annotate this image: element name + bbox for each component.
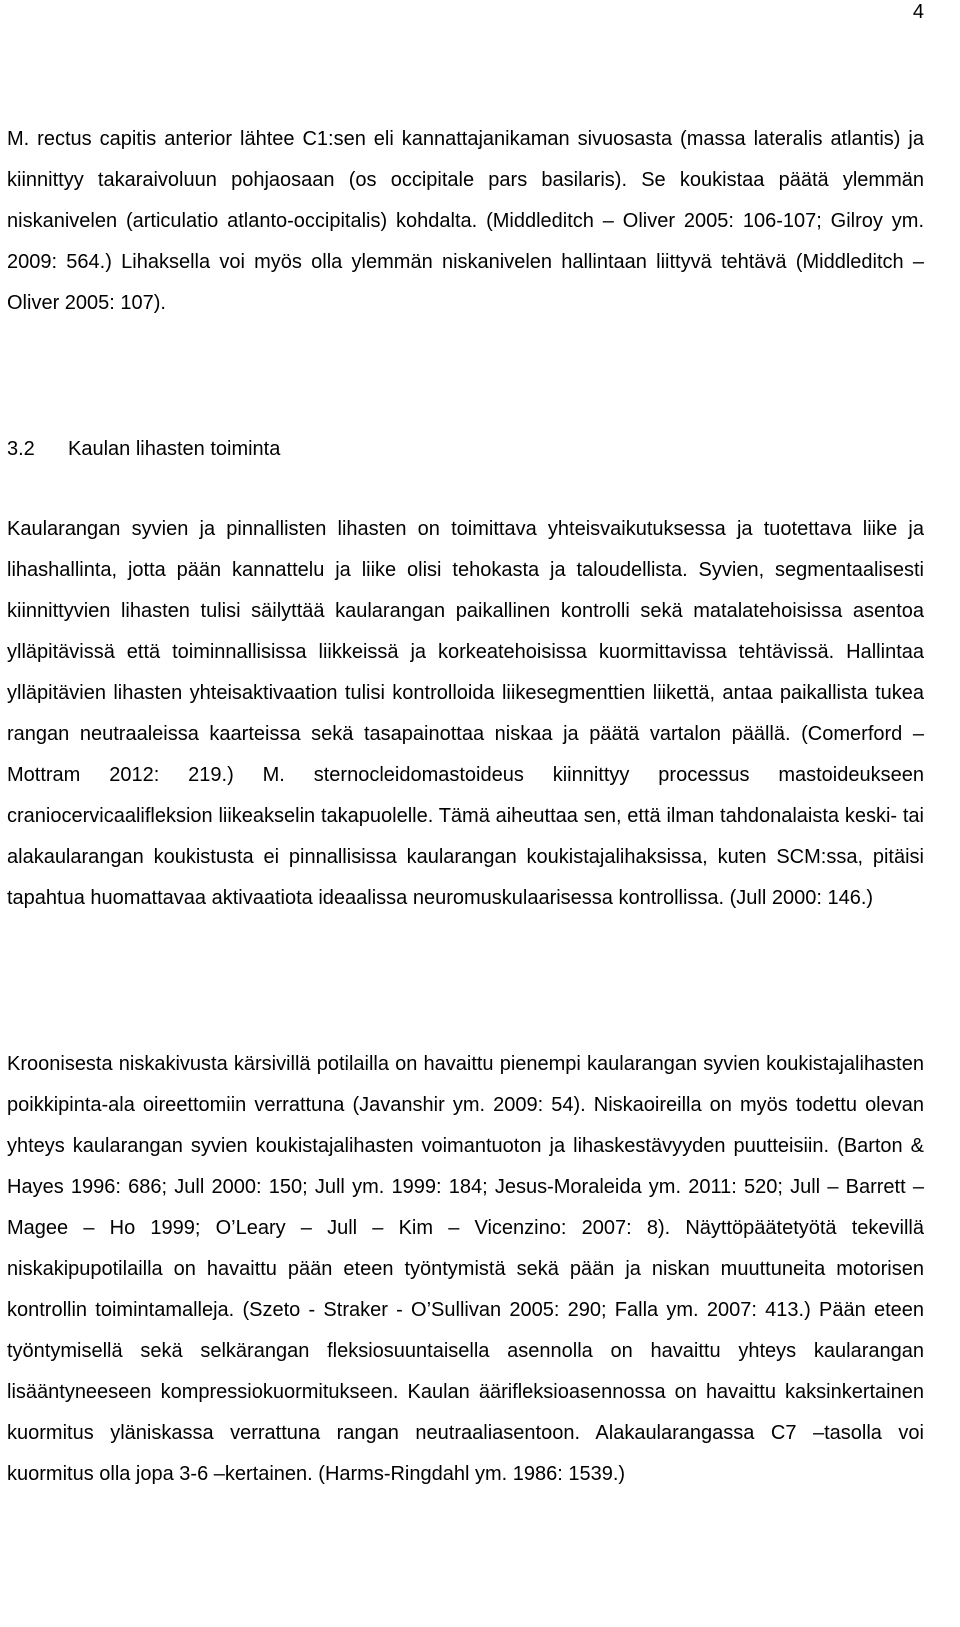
section-heading: [7, 429, 924, 470]
paragraph-1: M. rectus capitis anterior lähtee C1:sen eli kannattajanikaman sivuosasta (massa lateralis atlantis) ja kiinnittyy takaraivoluun pohjaosaan (os occipitale pars basilaris). Se koukistaa päätä ylemmän niskanivelen (articulatio atlanto-occipitalis) kohdalta. (Middleditch – Oliver 2005: 106-107; Gilroy ym. 2009: 564.) Lihaksella voi myös olla ylemmän niskanivelen hallintaan liittyvä tehtävä (Middleditch – Oliver 2005: 107).: [7, 128, 924, 314]
section-number: 3.2: [7, 438, 35, 460]
page-number: 4: [912, 1, 924, 23]
section-title: Kaulan lihasten toiminta: [68, 438, 281, 460]
paragraph-3: Kroonisesta niskakivusta kärsivillä potilailla on havaittu pienempi kaularangan syvien koukistajalihasten poikkipinta-ala oireettomiin verrattuna (Javanshir ym. 2009: 54). Niskaoireilla on myös todettu olevan yhteys kaularangan syvien koukistajalihasten voimantuoton ja lihaskestävyyden puutteisiin. (Barton & Hayes 1996: 686; Jull 2000: 150; Jull ym. 1999: 184; Jesus-Moraleida ym. 2011: 520; Jull – Barrett – Magee – Ho 1999; O’Leary – Jull – Kim – Vicenzino: 2007: 8). Näyttöpäätetyötä tekevillä niskakipupotilailla on havaittu pään eteen työntymistä sekä pään ja niskan muuttuneita motorisen kontrollin toimintamalleja. (Szeto - Straker - O’Sullivan 2005: 290; Falla ym. 2007: 413.) Pään eteen työntymisellä sekä selkärangan fleksiosuuntaisella asennolla on havaittu yhteys kaularangan lisääntyneeseen kompressiokuormitukseen. Kaulan äärifleksioasennossa on havaittu kaksinkertainen kuormitus yläniskassa verrattuna rangan neutraaliasentoon. Alakaularangassa C7 –tasolla voi kuormitus olla jopa 3-6 –kertainen. (Harms-Ringdahl ym. 1986: 1539.): [7, 1053, 924, 1485]
paragraph-2: Kaularangan syvien ja pinnallisten lihasten on toimittava yhteisvaikutuksessa ja tuotettava liike ja lihashallinta, jotta pään kannattelu ja liike olisi tehokasta ja taloudellista. Syvien, segmentaalisesti kiinnittyvien lihasten tulisi säilyttää kaularangan paikallinen kontrolli sekä matalatehoisissa asentoa ylläpitävissä että toiminnallisissa liikkeissä ja korkeatehoisissa kuormittavissa tehtävissä. Hallintaa ylläpitävien lihasten yhteisaktivaation tulisi kontrolloida liikesegmenttien liikettä, antaa paikallista tukea rangan neutraaleissa kaarteissa sekä tasapainottaa niskaa ja päätä vartalon päällä. (Comerford – Mottram 2012: 219.) M. sternocleidomastoideus kiinnittyy processus mastoideukseen craniocervicaalifleksion liikeakselin takapuolelle. Tämä aiheuttaa sen, että ilman tahdonalaista keski- tai alakaularangan koukistusta ei pinnallisissa kaularangan koukistajalihaksissa, kuten SCM:ssa, pitäisi tapahtua huomattavaa aktivaatiota ideaalissa neuromuskulaarisessa kontrollissa. (Jull 2000: 146.): [7, 518, 924, 909]
